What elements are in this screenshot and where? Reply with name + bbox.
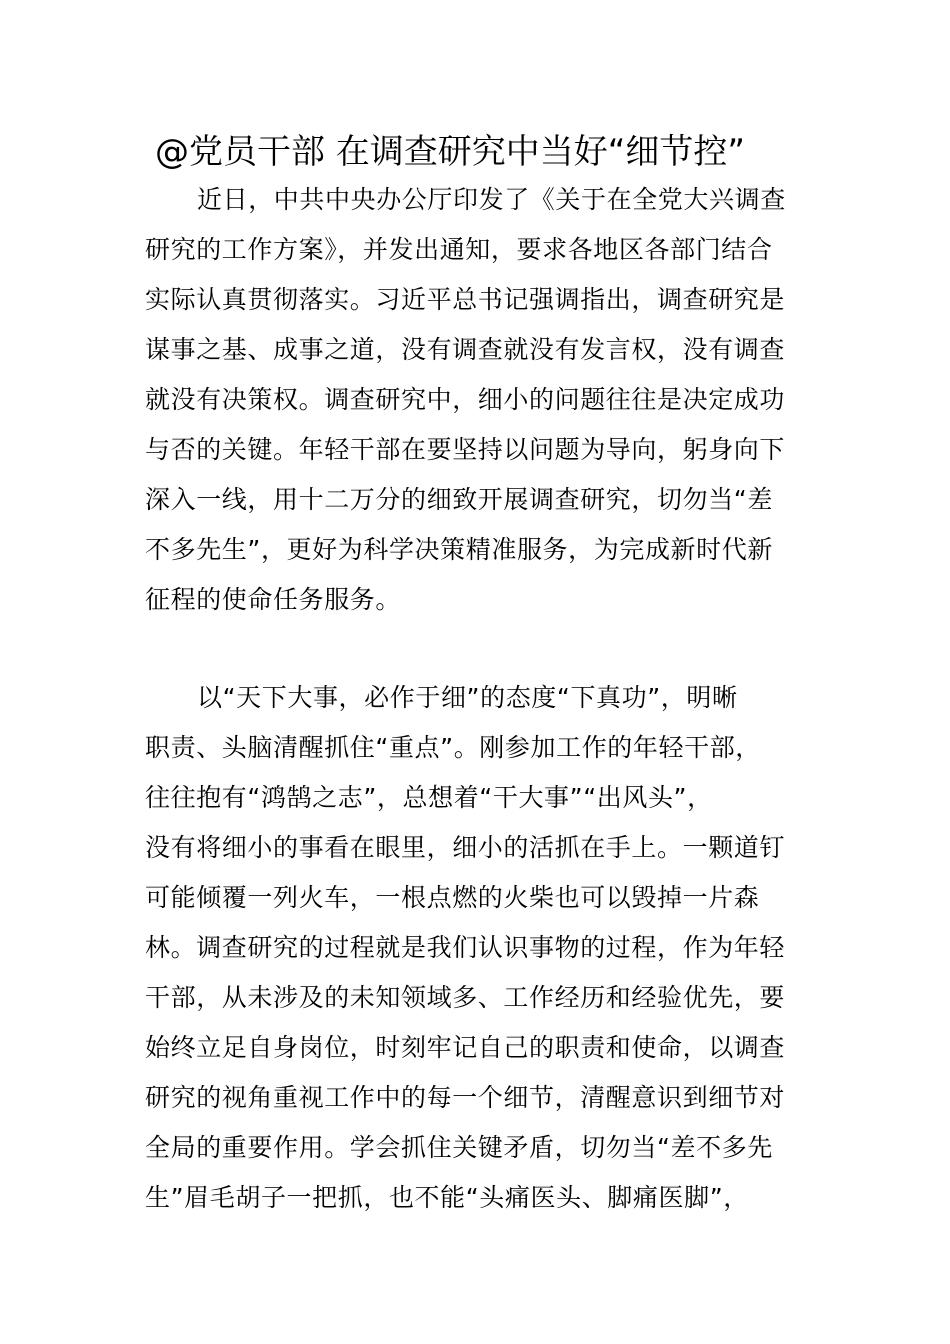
- document-title: @党员干部 在调查研究中当好“细节控”: [155, 132, 746, 172]
- text-line: 与否的关键。年轻干部在要坚持以问题为导向，躬身向下: [145, 435, 786, 464]
- text-line: 近日，中共中央办公厅印发了《关于在全党大兴调查: [197, 185, 786, 214]
- text-line: 职责、头脑清醒抓住“重点”。刚参加工作的年轻干部，: [145, 733, 761, 762]
- text-line: 实际认真贯彻落实。习近平总书记强调指出，调查研究是: [145, 285, 786, 314]
- text-line: 就没有决策权。调查研究中，细小的问题往往是决定成功: [145, 385, 786, 414]
- text-line: 没有将细小的事看在眼里，细小的活抓在手上。一颗道钉: [145, 833, 786, 862]
- text-line: 林。调查研究的过程就是我们认识事物的过程，作为年轻: [145, 933, 786, 962]
- text-line: 以“天下大事，必作于细”的态度“下真功”，明晰: [197, 683, 738, 712]
- paragraph-2: [145, 673, 807, 1223]
- text-line: 可能倾覆一列火车，一根点燃的火柴也可以毁掉一片森: [145, 883, 760, 912]
- text-line: 谋事之基、成事之道，没有调查就没有发言权，没有调查: [145, 335, 786, 364]
- text-line: 征程的使命任务服务。: [145, 585, 402, 614]
- text-line: 不多先生”，更好为科学决策精准服务，为完成新时代新: [145, 535, 773, 564]
- text-line: 往往抱有“鸿鹄之志”，总想着“干大事”“出风头”，: [145, 783, 713, 812]
- text-line: 始终立足自身岗位，时刻牢记自己的职责和使命，以调查: [145, 1033, 786, 1062]
- text-line: 干部，从未涉及的未知领域多、工作经历和经验优先，要: [145, 983, 786, 1012]
- paragraph-1: [145, 175, 807, 625]
- text-line: 生”眉毛胡子一把抓，也不能“头痛医头、脚痛医脚”，: [145, 1183, 749, 1212]
- text-line: 研究的视角重视工作中的每一个细节，清醒意识到细节对: [145, 1083, 786, 1112]
- text-line: 研究的工作方案》，并发出通知，要求各地区各部门结合: [145, 235, 773, 264]
- text-line: 全局的重要作用。学会抓住关键矛盾，切勿当“差不多先: [145, 1133, 773, 1162]
- text-line: 深入一线，用十二万分的细致开展调查研究，切勿当“差: [145, 485, 773, 514]
